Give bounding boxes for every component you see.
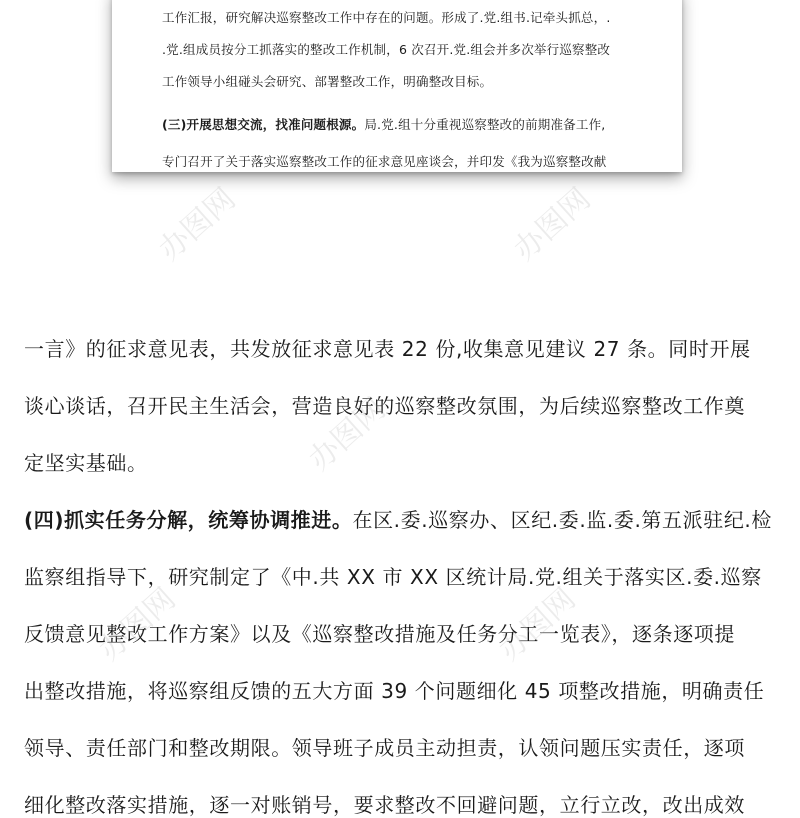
watermark: 办图网 (492, 581, 583, 668)
body-text-line: 出整改措施，将巡察组反馈的五大方面 39 个问题细化 45 项整改措施，明确责任 (24, 679, 765, 703)
document-preview-card (112, 0, 682, 172)
body-text-line: 谈心谈话，召开民主生活会，营造良好的巡察整改氛围，为后续巡察整改工作奠 (24, 394, 745, 418)
body-text-line: 监察组指导下，研究制定了《中.共 XX 市 XX 区统计局.党.组关于落实区.委.巡察 (24, 565, 762, 589)
card-text-line (162, 115, 605, 133)
watermark: 办图网 (302, 391, 393, 478)
body-text-line: 领导、责任部门和整改期限。领导班子成员主动担责，认领问题压实责任，逐项 (24, 736, 745, 760)
watermark: 办图网 (507, 181, 598, 268)
card-text-line: 专门召开了关于落实巡察整改工作的征求意见座谈会，并印发《我为巡察整改献 (162, 154, 607, 169)
watermark: 办图网 (152, 181, 243, 268)
card-section-text: 局.党.组十分重视巡察整改的前期准备工作, (364, 117, 606, 132)
card-text-line: 工作汇报，研究解决巡察整改工作中存在的问题。形成了.党.组书.记牵头抓总，. (162, 10, 611, 25)
section-heading: (四)抓实任务分解，统筹协调推进。 (24, 508, 353, 532)
body-text-line: 定坚实基础。 (24, 451, 148, 475)
section-text: 在区.委.巡察办、区纪.委.监.委.第五派驻纪.检 (352, 508, 772, 532)
body-text-line: 反馈意见整改工作方案》以及《巡察整改措施及任务分工一览表》，逐条逐项提 (24, 622, 735, 646)
body-text-line: 一言》的征求意见表，共发放征求意见表 22 份,收集意见建议 27 条。同时开展 (24, 337, 751, 361)
body-text-line: 细化整改落实措施，逐一对账销号，要求整改不回避问题，立行立改，改出成效 (24, 793, 745, 817)
body-text-line (24, 504, 772, 533)
watermark: 办图网 (92, 581, 183, 668)
card-text-line: 工作领导小组碰头会研究、部署整改工作，明确整改目标。 (162, 74, 493, 89)
card-section-heading: (三)开展思想交流，找准问题根源。 (162, 117, 365, 132)
card-text-line: .党.组成员按分工抓落实的整改工作机制，6 次召开.党.组会并多次举行巡察整改 (162, 42, 611, 57)
